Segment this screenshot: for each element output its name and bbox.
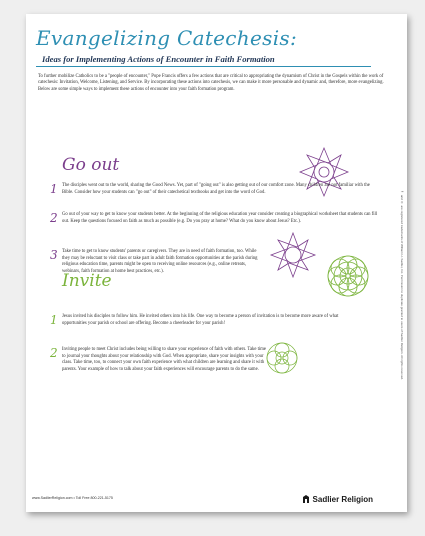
document-subtitle: Ideas for Implementing Actions of Encounter in Faith Formation (42, 54, 275, 64)
go-out-item-1: The disciples went out to the world, sharing the Good News. Yet, part of "going out" is also getting out of our comfort zone. Many children are not familiar with the Bible. Consider how your students can "go out" of their catechetical textbooks and get into the word of God. (62, 183, 370, 195)
item-number: 2 (50, 211, 58, 225)
go-out-item-2: Go out of your way to get to know your students better. At the beginning of the religious education year consider creating a biographical worksheet that students can fill out. Keep the questions focused on faith as much as possible (e.g. Do you pray at home? What do you know about Jesus? Etc.). (62, 212, 378, 224)
title-divider (36, 66, 371, 67)
sadlier-logo (302, 494, 373, 504)
sadlier-logo-icon (302, 494, 310, 504)
document-title: Evangelizing Catechesis: (36, 26, 297, 50)
rosette-ornament-icon (324, 252, 372, 300)
item-number: 2 (50, 346, 58, 360)
item-number: 1 (50, 182, 58, 196)
invite-item-2: Inviting people to meet Christ includes being willing to share your experience of faith with others. Take time to journal your thoughts about your relationship with God. When appropriate, share your insights with your class. Take time, too, to connect your own faith experience with what children are learning and share it with parents. Your example of how to talk about your faith experiences will encourage parents to do the same. (62, 347, 266, 372)
section-heading-go-out: Go out (62, 155, 120, 175)
footer-contact: www.SadlierReligion.com • Toll Free 800-221-5175 (32, 496, 113, 500)
logo-text: Sadlier Religion (312, 494, 373, 504)
intro-paragraph: To further mobilize Catholics to be a "people of encounter," Pope Francis offers a few actions that are critical to appropriating the dynamism of Christ in the Gospels within the work of catechesis: Invitation, Welcome, Listening, and Service. By incorporating these actions into catechesis, we can make it more personable and dynamic and, therefore, more evangelizing. Below are some simple ways to implement these actions of encounter into your faith formation program. (38, 74, 384, 92)
copyright-sidebar-text: ™ and ® are registered trademarks of William H. Sadlier, Inc. Permission to duplicate granted to users of Sadlier Religion. All rights reserved. (400, 190, 404, 380)
go-out-item-3: Take time to get to know students' parents or caregivers. They are in need of faith formation, too. While they may be reluctant to visit class or take part in adult faith formation opportunities at the parish during religious education time, parents might be open to receiving online resources (e.g., online retreats, webinars, faith formation at home best practices, etc.). (62, 249, 258, 274)
section-heading-invite: Invite (62, 271, 112, 291)
item-number: 1 (50, 313, 58, 327)
rosette-ornament-icon (264, 340, 300, 376)
handout-page (26, 14, 407, 512)
star-ornament-icon (268, 230, 318, 280)
invite-item-1: Jesus invited his disciples to follow him. He invited others into his life. One way to become a person of invitation is to become more aware of what opportunities your parish or school are offering. Become a cheerleader for your parish! (62, 314, 339, 326)
item-number: 3 (50, 248, 58, 262)
